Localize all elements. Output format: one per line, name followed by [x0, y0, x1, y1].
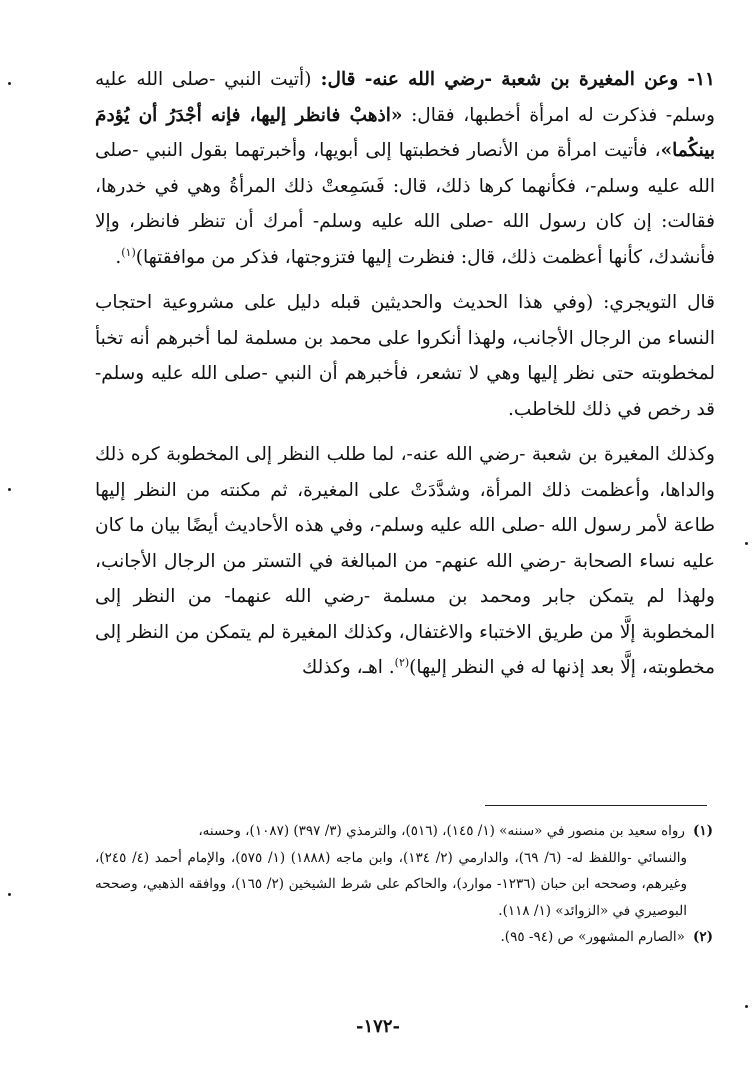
hadith-continuation: ، فأتيت امرأة من الأنصار فخطبتها إلى أبويها، وأخبرتهما بقول النبي -صلى الله عليه وسلم-، فكأنهما كرها ذلك، قال: فَسَمِعتْ ذلك المرأةُ وهي في خدرها، فقالت: إن كان رسول الله -صلى الله عليه وسلم- أمرك أن تنظر فانظر، وإلا فأنشدك، كأنها أعظمت ذلك، قال: فنظرت إليها فتزوجتها، فذكر من موافقتها) [95, 140, 715, 268]
footnote-separator [485, 805, 707, 806]
hadith-end: . [115, 246, 122, 268]
paragraph-hadith [95, 62, 715, 275]
footnote-number: (٢) [692, 929, 713, 945]
footnotes [95, 818, 713, 951]
footnote-first-line: رواه سعيد بن منصور في «سننه» (١/ ١٤٥)، (٥١٦)، والترمذي (٣/ ٣٩٧) (١٠٨٧)، وحسنه، [198, 823, 685, 839]
footnote-2 [95, 924, 713, 951]
paragraph-mughira [95, 437, 715, 686]
tuwaijri-text: قال التويجري: (وفي هذا الحديث والحديثين قبله دليل على مشروعية احتجاب النساء من الرجال الأجانب، ولهذا أنكروا على محمد بن مسلمة لما أخبرهم أنه تخبأ لمخطوبته حتى نظر إليها وهي لا تشعر، فأخبرهم أن النبي -صلى الله عليه وسلم- قد رخص في ذلك للخاطب. [95, 292, 715, 420]
hadith-quote: «اذهبْ فانظر إليها، فإنه أجْدَرُ أن يُؤدمَ بينكُما» [95, 104, 715, 161]
footnote-1 [95, 818, 713, 924]
footnote-continuation: والنسائي -واللفظ له- (٦/ ٦٩)، والدارمي (٢/ ١٣٤)، وابن ماجه (١٨٨٨) (١/ ٥٧٥)، والإمام أحمد (٤/ ٢٤٥)، وغيرهم، وصححه ابن حبان (١٢٣٦- موارد)، والحاكم على شرط الشيخين (٢/ ١٦٥)، ووافقه الذهبي، وصححه البوصيري في «الزوائد» (١/ ١١٨). [95, 849, 688, 919]
main-text [95, 62, 715, 686]
margin-dot [745, 1005, 748, 1008]
page-number: -١٧٢- [356, 1016, 400, 1037]
footnote-ref-1[interactable]: (١) [121, 245, 136, 259]
mughira-end: . اهـ، وكذلك [302, 657, 395, 678]
footnote-ref-2[interactable]: (٢) [394, 655, 410, 669]
hadith-intro: ١١- وعن المغيرة بن شعبة -رضي الله عنه- قال: [311, 69, 715, 90]
margin-dot [8, 893, 11, 896]
mughira-text: وكذلك المغيرة بن شعبة -رضي الله عنه-، لما طلب النظر إلى المخطوبة كره ذلك والداها، وأعظمت ذلك المرأة، وشدَّدَتْ على المغيرة، ثم مكنته من النظر إليها طاعة لأمر رسول الله -صلى الله عليه وسلم-، وفي هذه الأحاديث أيضًا بيان ما كان عليه نساء الصحابة -رضي الله عنهم- من المبالغة في التستر من الرجال الأجانب، ولهذا لم يتمكن جابر ومحمد بن مسلمة -رضي الله عنهما- من النظر إلى المخطوبة إلَّا من طريق الاختباء والاغتفال، وكذلك المغيرة لم يتمكن من النظر إلى مخطوبته، إلَّا بعد إذنها له في النظر إليها) [95, 444, 715, 678]
footnote-number: (١) [692, 823, 713, 839]
margin-dot [745, 542, 748, 545]
margin-dot [8, 488, 11, 491]
paragraph-tuwaijri [95, 285, 715, 427]
margin-dot [8, 82, 11, 85]
hadith-text: (أتيت النبي -صلى الله عليه وسلم- فذكرت له امرأة أخطبها، فقال: [95, 69, 715, 126]
footnote-first-line: «الصارم المشهور» ص (٩٤- ٩٥). [500, 929, 685, 945]
